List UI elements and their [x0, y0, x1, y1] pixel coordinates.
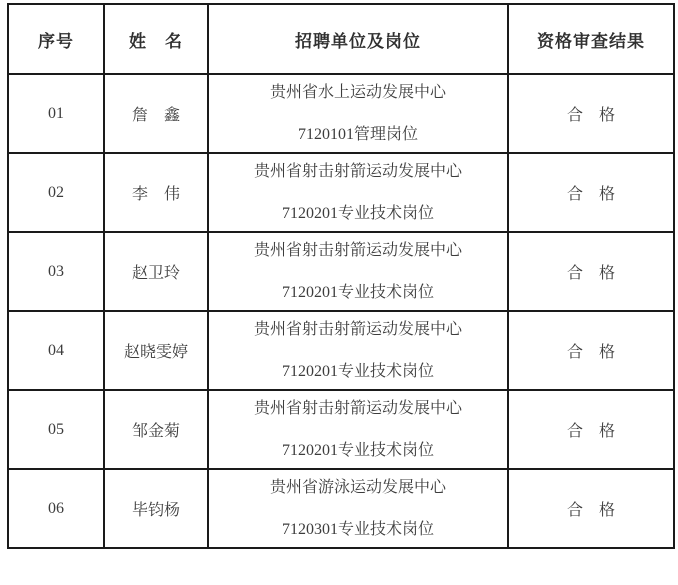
cell-serial-number: 05: [8, 390, 104, 469]
table-row: [8, 153, 674, 232]
cell-name: 李 伟: [104, 153, 208, 232]
unit-post-wrapper: [209, 470, 507, 547]
unit-name-text: 贵州省水上运动发展中心: [269, 83, 446, 101]
unit-post-wrapper: [209, 75, 507, 152]
table-row: [8, 469, 674, 548]
header-review-result: 资格审查结果: [508, 4, 674, 74]
header-name: 姓 名: [104, 4, 208, 74]
table-row: [8, 74, 674, 153]
cell-name: 詹 鑫: [104, 74, 208, 153]
table-body: [8, 74, 674, 548]
cell-review-result: 合 格: [508, 311, 674, 390]
cell-serial-number: 01: [8, 74, 104, 153]
cell-name: 赵卫玲: [104, 232, 208, 311]
post-code-text: 7120101管理岗位: [297, 125, 418, 143]
unit-post-wrapper: [209, 154, 507, 231]
cell-unit-and-post: [208, 232, 508, 311]
cell-review-result: 合 格: [508, 469, 674, 548]
unit-name-text: 贵州省射击射箭运动发展中心: [253, 399, 462, 417]
cell-review-result: 合 格: [508, 232, 674, 311]
post-code-text: 7120201专业技术岗位: [281, 204, 434, 222]
unit-name-text: 贵州省射击射箭运动发展中心: [253, 320, 462, 338]
cell-serial-number: 03: [8, 232, 104, 311]
cell-unit-and-post: [208, 153, 508, 232]
cell-name: 赵晓雯婷: [104, 311, 208, 390]
header-serial-number: 序号: [8, 4, 104, 74]
cell-serial-number: 06: [8, 469, 104, 548]
table-row: [8, 232, 674, 311]
cell-name: 毕钧杨: [104, 469, 208, 548]
unit-name-text: 贵州省射击射箭运动发展中心: [253, 241, 462, 259]
cell-review-result: 合 格: [508, 74, 674, 153]
qualification-review-table: [7, 3, 675, 549]
unit-post-wrapper: [209, 233, 507, 310]
header-row: [8, 4, 674, 74]
unit-post-wrapper: [209, 312, 507, 389]
table-row: [8, 390, 674, 469]
cell-unit-and-post: [208, 390, 508, 469]
cell-review-result: 合 格: [508, 390, 674, 469]
cell-unit-and-post: [208, 74, 508, 153]
post-code-text: 7120301专业技术岗位: [281, 520, 434, 538]
unit-name-text: 贵州省射击射箭运动发展中心: [253, 162, 462, 180]
table-row: [8, 311, 674, 390]
cell-serial-number: 02: [8, 153, 104, 232]
unit-name-text: 贵州省游泳运动发展中心: [269, 478, 446, 496]
cell-review-result: 合 格: [508, 153, 674, 232]
cell-name: 邹金菊: [104, 390, 208, 469]
cell-unit-and-post: [208, 469, 508, 548]
header-unit-and-post: 招聘单位及岗位: [208, 4, 508, 74]
post-code-text: 7120201专业技术岗位: [281, 362, 434, 380]
cell-serial-number: 04: [8, 311, 104, 390]
cell-unit-and-post: [208, 311, 508, 390]
unit-post-wrapper: [209, 391, 507, 468]
post-code-text: 7120201专业技术岗位: [281, 441, 434, 459]
post-code-text: 7120201专业技术岗位: [281, 283, 434, 301]
